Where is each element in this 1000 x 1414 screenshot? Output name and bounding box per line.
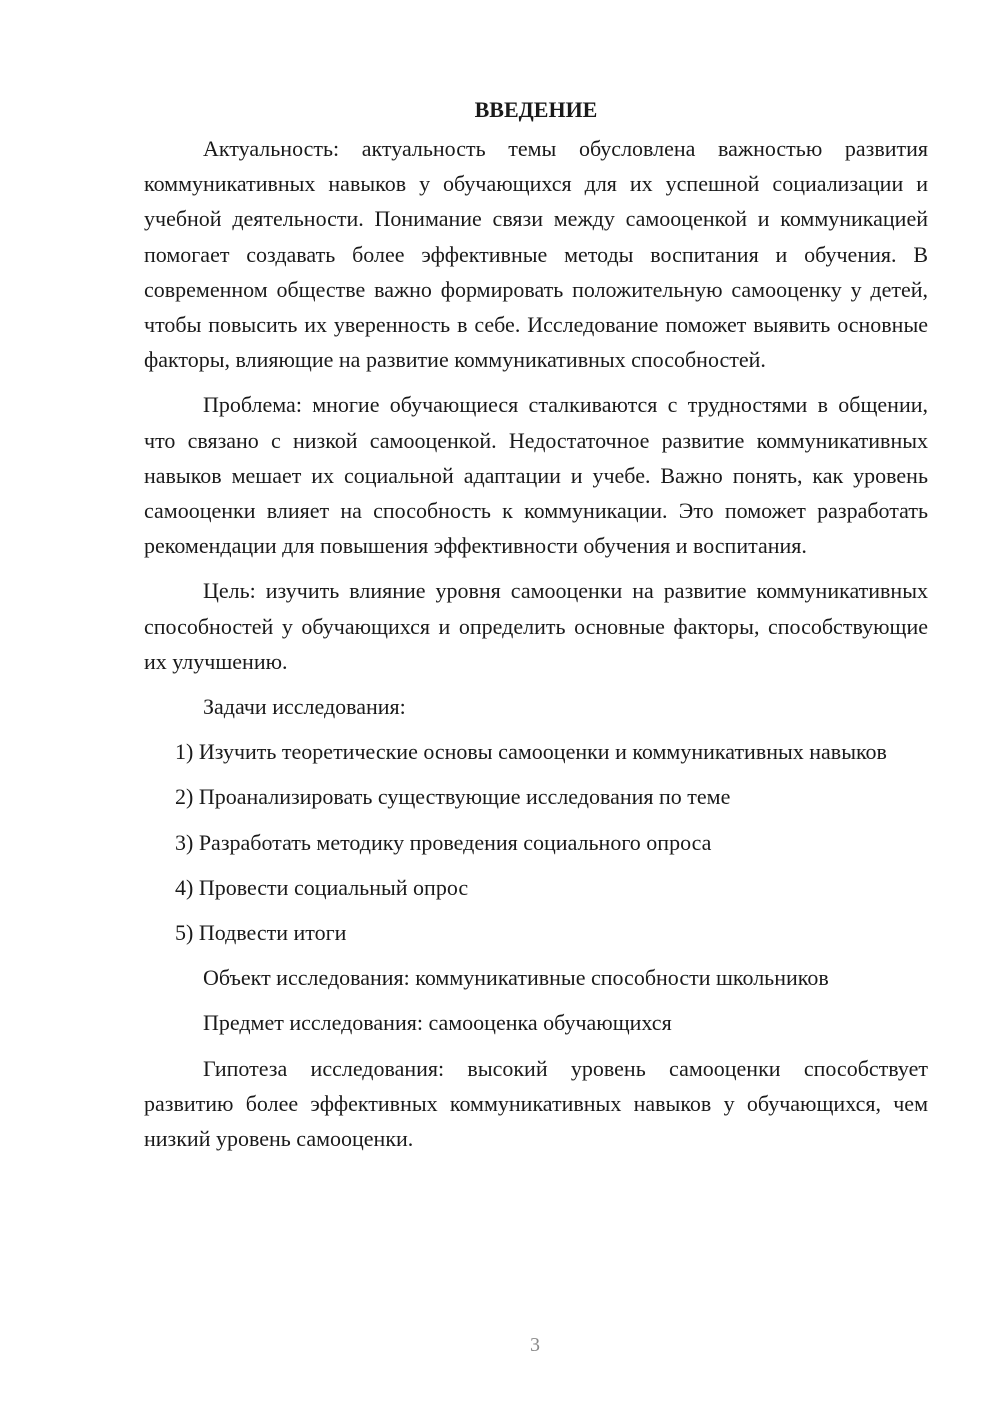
page-number: 3 bbox=[530, 1334, 540, 1356]
task-item: 3) Разработать методику проведения социального опроса bbox=[175, 829, 712, 855]
task-item: 2) Проанализировать существующие исследования по теме bbox=[175, 784, 731, 810]
section-title: ВВЕДЕНИЕ bbox=[474, 97, 598, 122]
task-item: 1) Изучить теоретические основы самооценки и коммуникативных навыков bbox=[175, 739, 887, 765]
task-item: 4) Провести социальный опрос bbox=[175, 874, 469, 900]
research-hypothesis: Гипотеза исследования: высокий уровень самооценки способствует развитию более эффективных коммуникативных навыков у обучающихся, чем низкий уровень самооценки. bbox=[144, 1055, 928, 1152]
research-subject: Предмет исследования: самооценка обучающихся bbox=[203, 1010, 672, 1036]
tasks-heading: Задачи исследования: bbox=[203, 694, 406, 720]
paragraph-goal: Цель: изучить влияние уровня самооценки на развитие коммуникативных способностей у обучающихся и определить основные факторы, способствующие их улучшению. bbox=[144, 578, 928, 674]
paragraph-problem: Проблема: многие обучающиеся сталкиваются с трудностями в общении, что связано с низкой самооценкой. Недостаточное развитие коммуникативных навыков мешает их социальной адаптации и учебе. Важно понять, как уровень самооценки влияет на способность к коммуникации. Это поможет разработать рекомендации для повышения эффективности обучения и воспитания. bbox=[144, 392, 928, 559]
research-object: Объект исследования: коммуникативные способности школьников bbox=[203, 965, 829, 991]
task-item: 5) Подвести итоги bbox=[175, 920, 347, 946]
document-body bbox=[144, 92, 928, 1156]
paragraph-relevance: Актуальность: актуальность темы обусловлена важностью развития коммуникативных навыков у обучающихся для их успешной социализации и учебной деятельности. Понимание связи между самооценкой и коммуникацией помогает создавать более эффективные методы воспитания и обучения. В современном обществе важно формировать положительную самооценку у детей, чтобы повысить их уверенность в себе. Исследование поможет выявить основные факторы, влияющие на развитие коммуникативных способностей. bbox=[144, 136, 928, 373]
tasks-list bbox=[144, 734, 928, 950]
